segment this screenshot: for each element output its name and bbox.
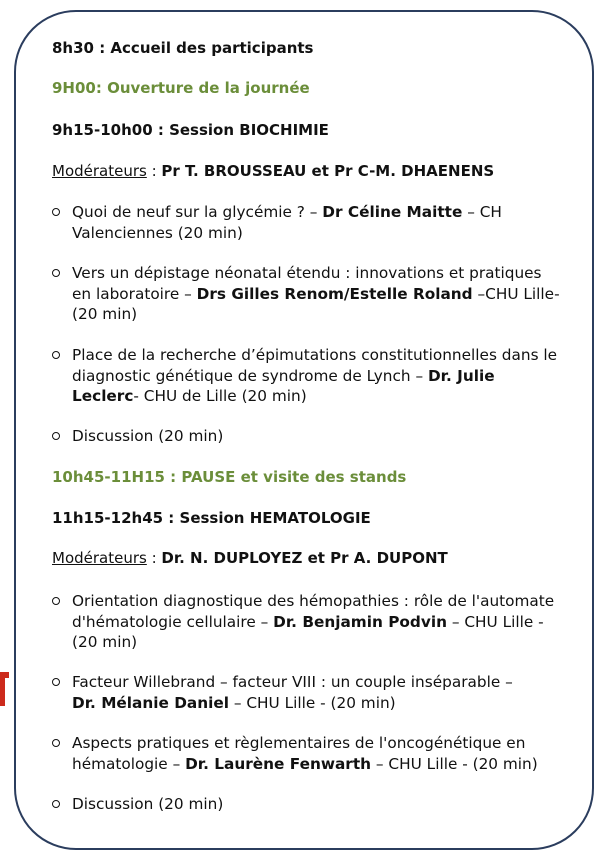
list-item: Orientation diagnostique des hémopathies : rôle de l'automate d'hématologie cellulaire – Dr. Benjamin Podvin – CHU Lille - (20 min) <box>52 591 554 653</box>
list-item: Aspects pratiques et règlementaires de l'oncogénétique en hématologie – Dr. Laurène Fenwarth – CHU Lille - (20 min) <box>52 733 538 774</box>
session-biochimie: 9h15-10h00 : Session BIOCHIMIE <box>52 121 329 139</box>
pause-line: 10h45-11H15 : PAUSE et visite des stands <box>52 468 407 486</box>
moderators-hematologie: Modérateurs : Dr. N. DUPLOYEZ et Pr A. DUPONT <box>52 549 448 567</box>
bullet-icon <box>52 269 60 277</box>
session-hematologie: 11h15-12h45 : Session HEMATOLOGIE <box>52 509 371 527</box>
list-item: Place de la recherche d’épimutations constitutionnelles dans le diagnostic génétique de syndrome de Lynch – Dr. Julie Leclerc- CHU de Lille (20 min) <box>52 345 557 407</box>
moderators-biochimie: Modérateurs : Pr T. BROUSSEAU et Pr C-M. DHAENENS <box>52 162 495 180</box>
moderators-label: Modérateurs <box>52 549 147 567</box>
list-item: Quoi de neuf sur la glycémie ? – Dr Céline Maitte – CH Valenciennes (20 min) <box>52 202 502 243</box>
bullet-icon <box>52 678 60 686</box>
moderators-label: Modérateurs <box>52 162 147 180</box>
bullet-icon <box>52 351 60 359</box>
moderators-names: Pr T. BROUSSEAU et Pr C-M. DHAENENS <box>161 162 495 180</box>
list-item: Facteur Willebrand – facteur VIII : un couple inséparable – Dr. Mélanie Daniel – CHU Lille - (20 min) <box>52 672 513 713</box>
list-item: Discussion (20 min) <box>52 794 223 815</box>
bullet-icon <box>52 597 60 605</box>
list-item: Discussion (20 min) <box>52 426 223 447</box>
bullet-icon <box>52 432 60 440</box>
bullet-icon <box>52 208 60 216</box>
opening-line: 9H00: Ouverture de la journée <box>52 79 310 97</box>
red-letter-fragment <box>0 672 9 706</box>
bullet-icon <box>52 739 60 747</box>
moderators-names: Dr. N. DUPLOYEZ et Pr A. DUPONT <box>161 549 448 567</box>
bullet-icon <box>52 800 60 808</box>
list-item: Vers un dépistage néonatal étendu : innovations et pratiques en laboratoire – Drs Gilles Renom/Estelle Roland –CHU Lille- (20 min) <box>52 263 560 325</box>
welcome-line: 8h30 : Accueil des participants <box>52 39 314 57</box>
